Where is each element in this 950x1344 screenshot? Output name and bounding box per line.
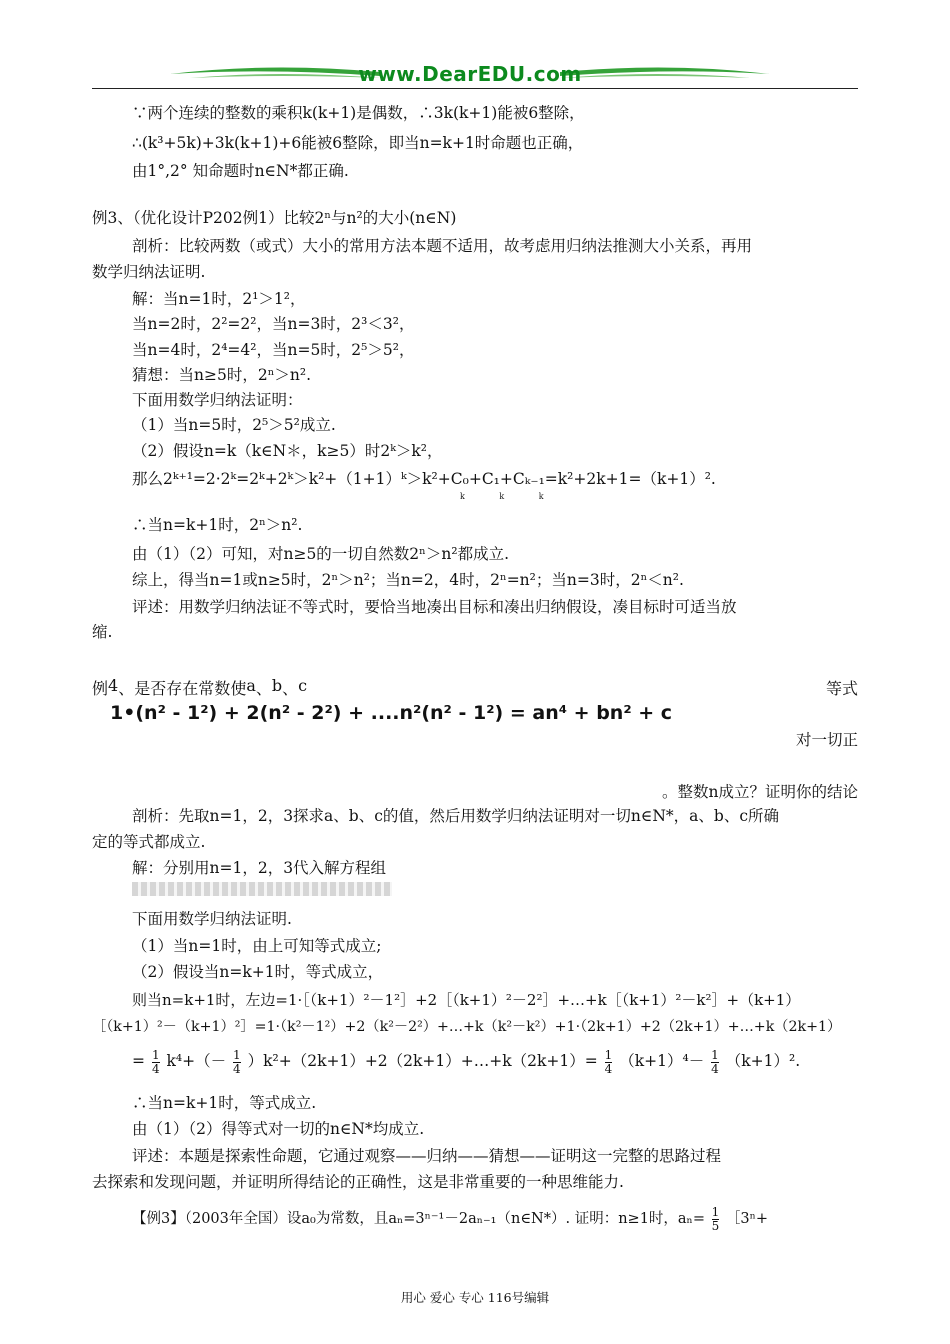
word: 存 xyxy=(166,679,183,698)
text-line: （2）假设n=k（k∈N＊，k≥5）时2ᵏ＞k²， xyxy=(132,442,443,460)
text-line: 缩. xyxy=(92,623,113,641)
example-5-line xyxy=(132,1204,768,1234)
word: 常 xyxy=(198,679,215,698)
text: ）k²+（2k+1）+2（2k+1）+…+k（2k+1）= xyxy=(247,1052,598,1070)
equation-image-placeholder xyxy=(132,882,392,896)
text-line: 。整数n成立？证明你的结论 xyxy=(662,783,858,801)
text-line: 当n=4时，2⁴=4²，当n=5时，2⁵＞5²， xyxy=(132,341,415,359)
text-line: 去探索和发现问题，并证明所得结论的正确性，这是非常重要的一种思维能力. xyxy=(92,1173,624,1191)
numerator: 1 xyxy=(151,1047,160,1062)
numerator: 1 xyxy=(711,1047,719,1062)
word: 使 xyxy=(230,679,247,698)
word: b xyxy=(271,676,283,695)
subscript-row: k k k xyxy=(460,492,560,501)
text-line: ∴当n=k+1时，等式成立. xyxy=(132,1094,317,1112)
word: 4 xyxy=(108,676,119,695)
fraction xyxy=(233,1049,241,1076)
word: 等 xyxy=(825,679,842,698)
page-footer: 用心 爱心 专心 116号编辑 xyxy=(400,1290,550,1305)
word: 、 xyxy=(118,679,135,698)
denominator: 5 xyxy=(711,1218,720,1233)
text-line: 对一切正 xyxy=(795,731,858,749)
text-line: 猜想：当n≥5时，2ⁿ＞n². xyxy=(132,366,312,384)
denominator: 4 xyxy=(151,1061,160,1076)
text-line: （2）假设当n=k+1时，等式成立， xyxy=(132,963,384,981)
text-line: 定的等式都成立. xyxy=(92,833,206,851)
word: 否 xyxy=(150,679,167,698)
word: 例 xyxy=(92,679,109,698)
numerator: 1 xyxy=(604,1047,613,1062)
word: 、 xyxy=(282,679,299,698)
denominator: 4 xyxy=(233,1061,241,1076)
text-line: ∴(k³+5k)+3k(k+1)+6能被6整除，即当n=k+1时命题也正确， xyxy=(132,134,584,152)
fraction xyxy=(152,1049,160,1076)
text-line: 下面用数学归纳法证明： xyxy=(132,391,303,409)
denominator: 4 xyxy=(604,1061,613,1076)
text-line: （1）当n=5时，2⁵＞5²成立. xyxy=(132,416,336,434)
text-line: 剖析：先取n=1，2，3探求a、b、c的值，然后用数学归纳法证明对一切n∈N*，a、b、c所确 xyxy=(132,807,780,825)
text-line: 下面用数学归纳法证明. xyxy=(132,910,292,928)
text-line: ∵两个连续的整数的乘积k(k+1)是偶数，∴3k(k+1)能被6整除， xyxy=(132,104,585,122)
header-divider xyxy=(92,88,858,89)
fraction-line xyxy=(132,1046,800,1076)
text-line: 那么2ᵏ⁺¹=2·2ᵏ=2ᵏ+2ᵏ＞k²+（1+1）ᵏ＞k²+C₀+C₁+Cₖ₋₁=k²+2k+1=（k+1）². xyxy=(132,470,716,488)
text: = xyxy=(132,1052,145,1070)
text-line: 解：当n=1时，2¹＞1²， xyxy=(132,290,306,308)
text-line: 评述：用数学归纳法证不等式时，要恰当地凑出目标和凑出归纳假设，凑目标时可适当放 xyxy=(132,598,737,616)
text-line: 评述：本题是探索性命题，它通过观察——归纳——猜想——证明这一完整的思路过程 xyxy=(132,1147,722,1165)
word: 式 xyxy=(841,679,858,698)
text: k⁴+（－ xyxy=(166,1052,227,1070)
text-line: 由1°,2° 知命题时n∈N*都正确. xyxy=(132,162,349,180)
word: 、 xyxy=(255,679,272,698)
word: 在 xyxy=(182,679,199,698)
site-url[interactable]: www.DearEDU.com xyxy=(358,62,582,86)
example-4-title xyxy=(92,676,858,699)
word: c xyxy=(298,676,308,695)
denominator: 4 xyxy=(711,1061,719,1076)
text-line: 剖析：比较两数（或式）大小的常用方法本题不适用，故考虑用归纳法推测大小关系，再用 xyxy=(132,237,753,255)
text-line: 则当n=k+1时，左边=1·［（k+1）²－1²］+2［（k+1）²－2²］+…+k［（k+1）²－k²］+（k+1） xyxy=(132,991,801,1009)
fraction xyxy=(711,1049,719,1076)
example-3-title: 例3、（优化设计P202例1）比较2ⁿ与n²的大小(n∈N) xyxy=(92,209,457,227)
text-line: 由（1）（2）可知，对n≥5的一切自然数2ⁿ＞n²都成立. xyxy=(132,545,509,563)
text-line: （1）当n=1时，由上可知等式成立; xyxy=(132,937,382,955)
text-line: ［（k+1）²－（k+1）²］=1·（k²－1²）+2（k²－2²）+…+k（k²－k²）+1·（2k+1）+2（2k+1）+…+k（2k+1） xyxy=(92,1019,842,1035)
text-line: 由（1）（2）得等式对一切的n∈N*均成立. xyxy=(132,1120,425,1138)
word: a xyxy=(246,676,256,695)
text-line: 解：分别用n=1，2，3代入解方程组 xyxy=(132,859,387,877)
word: 数 xyxy=(214,679,231,698)
text-line: 当n=2时，2²=2²，当n=3时，2³＜3²， xyxy=(132,315,415,333)
text-line: ∴当n=k+1时，2ⁿ＞n². xyxy=(132,516,303,534)
numerator: 1 xyxy=(711,1204,720,1219)
equation: 1•(n² - 1²) + 2(n² - 2²) + ....n²(n² - 1²) = an⁴ + bn² + c xyxy=(110,702,673,724)
site-banner xyxy=(150,58,790,90)
text-line: 数学归纳法证明. xyxy=(92,263,206,281)
fraction xyxy=(605,1049,613,1076)
text: （k+1）². xyxy=(725,1052,801,1070)
text: ［3ⁿ+ xyxy=(725,1211,768,1227)
text: 【例3】（2003年全国）设a₀为常数，且aₙ=3ⁿ⁻¹－2aₙ₋₁（n∈N*）. 证明：n≥1时，aₙ= xyxy=(132,1211,705,1227)
text: （k+1）⁴－ xyxy=(619,1052,705,1070)
fraction xyxy=(712,1206,720,1233)
word: 是 xyxy=(134,679,151,698)
text-line: 综上，得当n=1或n≥5时，2ⁿ＞n²；当n=2，4时，2ⁿ=n²；当n=3时，2ⁿ＜n². xyxy=(132,571,684,589)
numerator: 1 xyxy=(233,1047,241,1062)
